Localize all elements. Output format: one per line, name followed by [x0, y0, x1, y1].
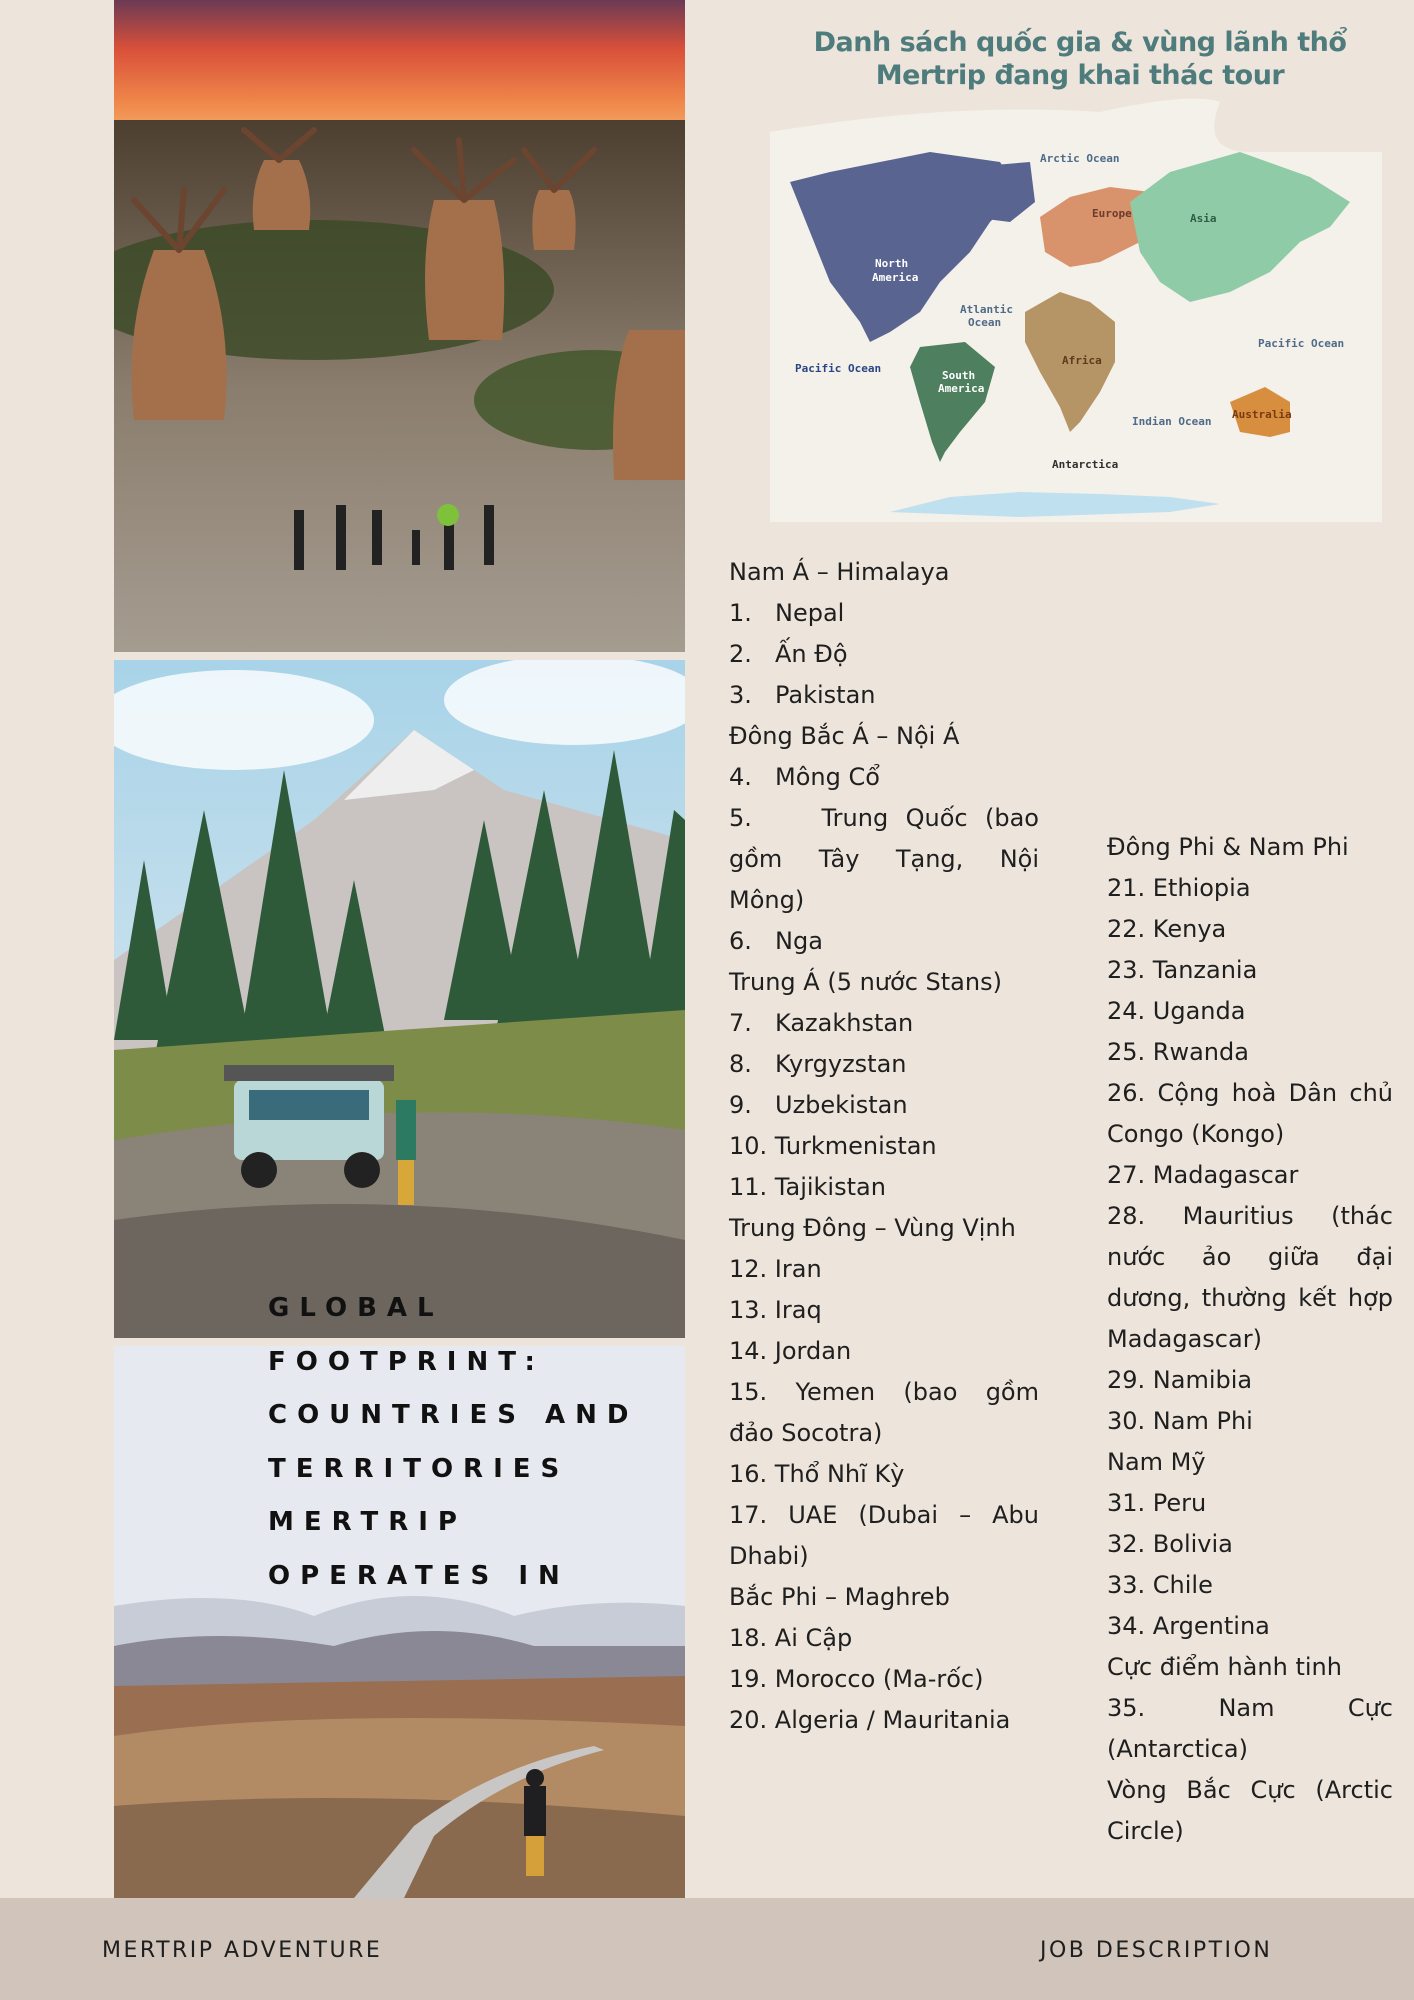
list-item: 20. Algeria / Mauritania: [729, 1706, 1011, 1734]
list-item-cont: đảo Socotra): [729, 1419, 883, 1447]
list-item: 30. Nam Phi: [1107, 1407, 1253, 1435]
footer-bar: [0, 1898, 1414, 2000]
list-item: 19. Morocco (Ma-rốc): [729, 1665, 984, 1693]
list-item: 32. Bolivia: [1107, 1530, 1233, 1558]
list-item: 11. Tajikistan: [729, 1173, 886, 1201]
list-item: 22. Kenya: [1107, 915, 1227, 943]
label-pacific-right: Pacific Ocean: [1258, 337, 1345, 350]
footer-doc-type: JOB DESCRIPTION: [1040, 1938, 1273, 1963]
list-item: Vòng Bắc Cực (Arctic: [1107, 1776, 1393, 1804]
baobab-photo: [114, 0, 685, 652]
regions-list-right: [1107, 827, 1393, 1852]
region-heading: Nam Mỹ: [1107, 1448, 1206, 1476]
label-australia: Australia: [1232, 408, 1292, 421]
region-heading: Bắc Phi – Maghreb: [729, 1583, 950, 1611]
overlay-title-line: OPERATES IN: [268, 1560, 570, 1591]
list-item: 13. Iraq: [729, 1296, 822, 1324]
list-item: 4. Mông Cổ: [729, 763, 880, 791]
label-asia: Asia: [1190, 212, 1217, 225]
label-africa: Africa: [1062, 354, 1102, 367]
overlay-title-line: TERRITORIES: [268, 1453, 570, 1484]
region-heading: Cực điểm hành tinh: [1107, 1653, 1342, 1681]
list-item: 17. UAE (Dubai – Abu: [729, 1501, 1039, 1529]
list-item-cont: Dhabi): [729, 1542, 809, 1570]
overlay-title-line: COUNTRIES AND: [268, 1400, 639, 1430]
list-item: 7. Kazakhstan: [729, 1009, 914, 1037]
region-heading: Đông Bắc Á – Nội Á: [729, 722, 960, 750]
map-title-line1: Danh sách quốc gia & vùng lãnh thổ: [813, 27, 1347, 58]
label-atlantic-2: Ocean: [968, 316, 1002, 329]
list-item-cont: Circle): [1107, 1817, 1184, 1845]
overlay-title: [268, 1282, 688, 1603]
list-item-cont: (Antarctica): [1107, 1735, 1248, 1763]
label-pacific-left: Pacific Ocean: [795, 362, 882, 375]
list-item-cont: dương, thường kết hợp: [1107, 1284, 1393, 1312]
label-south-america-2: America: [938, 382, 985, 395]
list-item: 28. Mauritius (thác: [1107, 1202, 1393, 1230]
list-item: 31. Peru: [1107, 1489, 1207, 1517]
regions-list-mid: [729, 552, 1039, 1741]
list-item: 27. Madagascar: [1107, 1161, 1299, 1189]
region-heading: Trung Đông – Vùng Vịnh: [729, 1214, 1016, 1242]
map-title-line2: Mertrip đang khai thác tour: [875, 60, 1285, 91]
label-europe: Europe: [1092, 207, 1132, 220]
overlay-title-line: GLOBAL: [268, 1293, 444, 1323]
world-map: [770, 92, 1382, 536]
list-item: 5. Trung Quốc (bao: [729, 804, 1039, 832]
region-heading: Trung Á (5 nước Stans): [729, 968, 1002, 996]
list-item: 15. Yemen (bao gồm: [729, 1378, 1039, 1406]
list-item: 21. Ethiopia: [1107, 874, 1251, 902]
overlay-title-line: FOOTPRINT:: [268, 1346, 545, 1377]
list-item: 34. Argentina: [1107, 1612, 1270, 1640]
list-item-cont: gồm Tây Tạng, Nội: [729, 845, 1039, 873]
list-item-cont: Congo (Kongo): [1107, 1120, 1285, 1148]
list-item-cont: Madagascar): [1107, 1325, 1262, 1353]
list-item: 24. Uganda: [1107, 997, 1246, 1025]
list-item: 12. Iran: [729, 1255, 822, 1283]
label-north-america-1: North: [875, 257, 909, 270]
region-heading: Đông Phi & Nam Phi: [1107, 833, 1349, 861]
list-item: 6. Nga: [729, 927, 823, 955]
list-item: 2. Ấn Độ: [729, 640, 848, 668]
map-title: [770, 26, 1390, 92]
list-item-cont: nước ảo giữa đại: [1107, 1243, 1393, 1271]
list-item: 26. Cộng hoà Dân chủ: [1107, 1079, 1393, 1107]
list-item: 35. Nam Cực: [1107, 1694, 1393, 1722]
region-heading: Nam Á – Himalaya: [729, 558, 950, 586]
list-item: 29. Namibia: [1107, 1366, 1253, 1394]
label-indian-ocean: Indian Ocean: [1132, 415, 1212, 428]
label-antarctica: Antarctica: [1052, 458, 1119, 471]
footer-brand: MERTRIP ADVENTURE: [102, 1938, 383, 1963]
label-south-america-1: South: [942, 369, 976, 382]
list-item: 16. Thổ Nhĩ Kỳ: [729, 1460, 905, 1488]
label-north-america-2: America: [872, 271, 919, 284]
label-atlantic-1: Atlantic: [960, 303, 1013, 316]
list-item: 10. Turkmenistan: [729, 1132, 937, 1160]
list-item: 18. Ai Cập: [729, 1624, 853, 1652]
list-item: 25. Rwanda: [1107, 1038, 1249, 1066]
list-item: 1. Nepal: [729, 599, 845, 627]
list-item: 33. Chile: [1107, 1571, 1213, 1599]
list-item: 8. Kyrgyzstan: [729, 1050, 907, 1078]
list-item: 3. Pakistan: [729, 681, 876, 709]
list-item-cont: Mông): [729, 886, 805, 914]
list-item: 9. Uzbekistan: [729, 1091, 908, 1119]
list-item: 23. Tanzania: [1107, 956, 1258, 984]
overlay-title-line: MERTRIP: [268, 1507, 467, 1537]
label-arctic-ocean: Arctic Ocean: [1040, 152, 1120, 165]
mountain-car-photo: [114, 660, 685, 1338]
list-item: 14. Jordan: [729, 1337, 852, 1365]
